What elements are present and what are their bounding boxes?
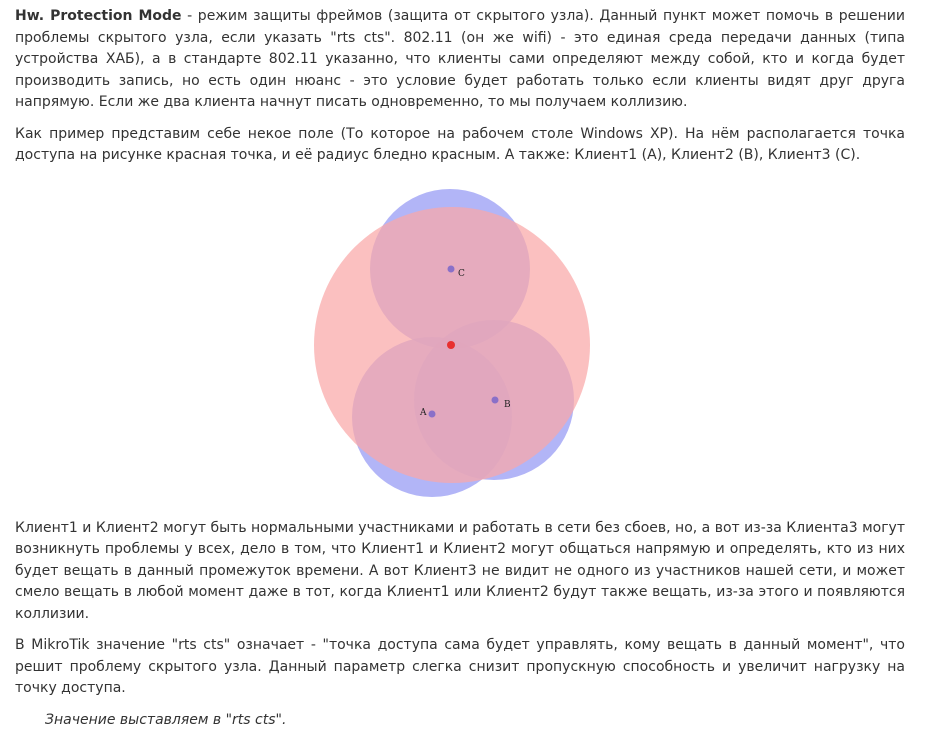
term-hw-protection-mode: Hw. Protection Mode — [15, 8, 182, 24]
paragraph-hw-protection-mode-text: - режим защиты фреймов (защита от скрытого узла). Данный пункт может помочь в решении проблемы скрытого узла, если указать "rts cts". 802.11 (он же wifi) - это единая среда передачи данных (типа устройства ХАБ), а в стандарте 802.11 указанно, что клиенты сами определяют между собой, кто и когда будет производить запись, но есть один нюанс - это условие будет работать только если клиенты видят друг друга напрямую. Если же два клиента начнут писать одновременно, то мы получаем коллизию. — [15, 8, 905, 110]
client-c-label: C — [458, 269, 465, 279]
note-set-value: Значение выставляем в "rts cts". — [15, 710, 905, 731]
paragraph-clients-explanation: Клиент1 и Клиент2 могут быть нормальными участниками и работать в сети без сбоев, но, а вот из-за Клиента3 могут возникнуть проблемы у всех, дело в том, что Клиент1 и Клиент2 могут общаться напрямую и определять, кто из них будет вещать в данный промежуток времени. А вот Клиент3 не видит не одного из участников нашей сети, и может смело вещать в любой момент даже в тот, когда Клиент1 или Клиент2 будут также вещать, из-за этого и появляются коллизии. — [15, 518, 905, 626]
client-a-label: A — [419, 408, 427, 418]
paragraph-mikrotik-rts-cts: В MikroTik значение "rts cts" означает - "точка доступа сама будет управлять, кому вещать в данный момент", что решит проблему скрытого узла. Данный параметр слегка снизит пропускную способность и увеличит нагрузку на точку доступа. — [15, 635, 905, 700]
client-b-dot — [492, 396, 499, 403]
access-point-dot — [447, 341, 455, 349]
paragraph-hw-protection-mode — [15, 6, 905, 114]
client-a-dot — [429, 410, 436, 417]
client-c-dot — [448, 265, 455, 272]
client-b-label: B — [504, 400, 511, 410]
hidden-node-diagram — [15, 177, 905, 512]
hidden-node-diagram-svg — [15, 177, 905, 512]
article-body — [15, 6, 905, 731]
paragraph-field-example: Как пример представим себе некое поле (То которое на рабочем столе Windows XP). На нём располагается точка доступа на рисунке красная точка, и её радиус бледно красным. А также: Клиент1 (A), Клиент2 (B), Клиент3 (C). — [15, 124, 905, 167]
